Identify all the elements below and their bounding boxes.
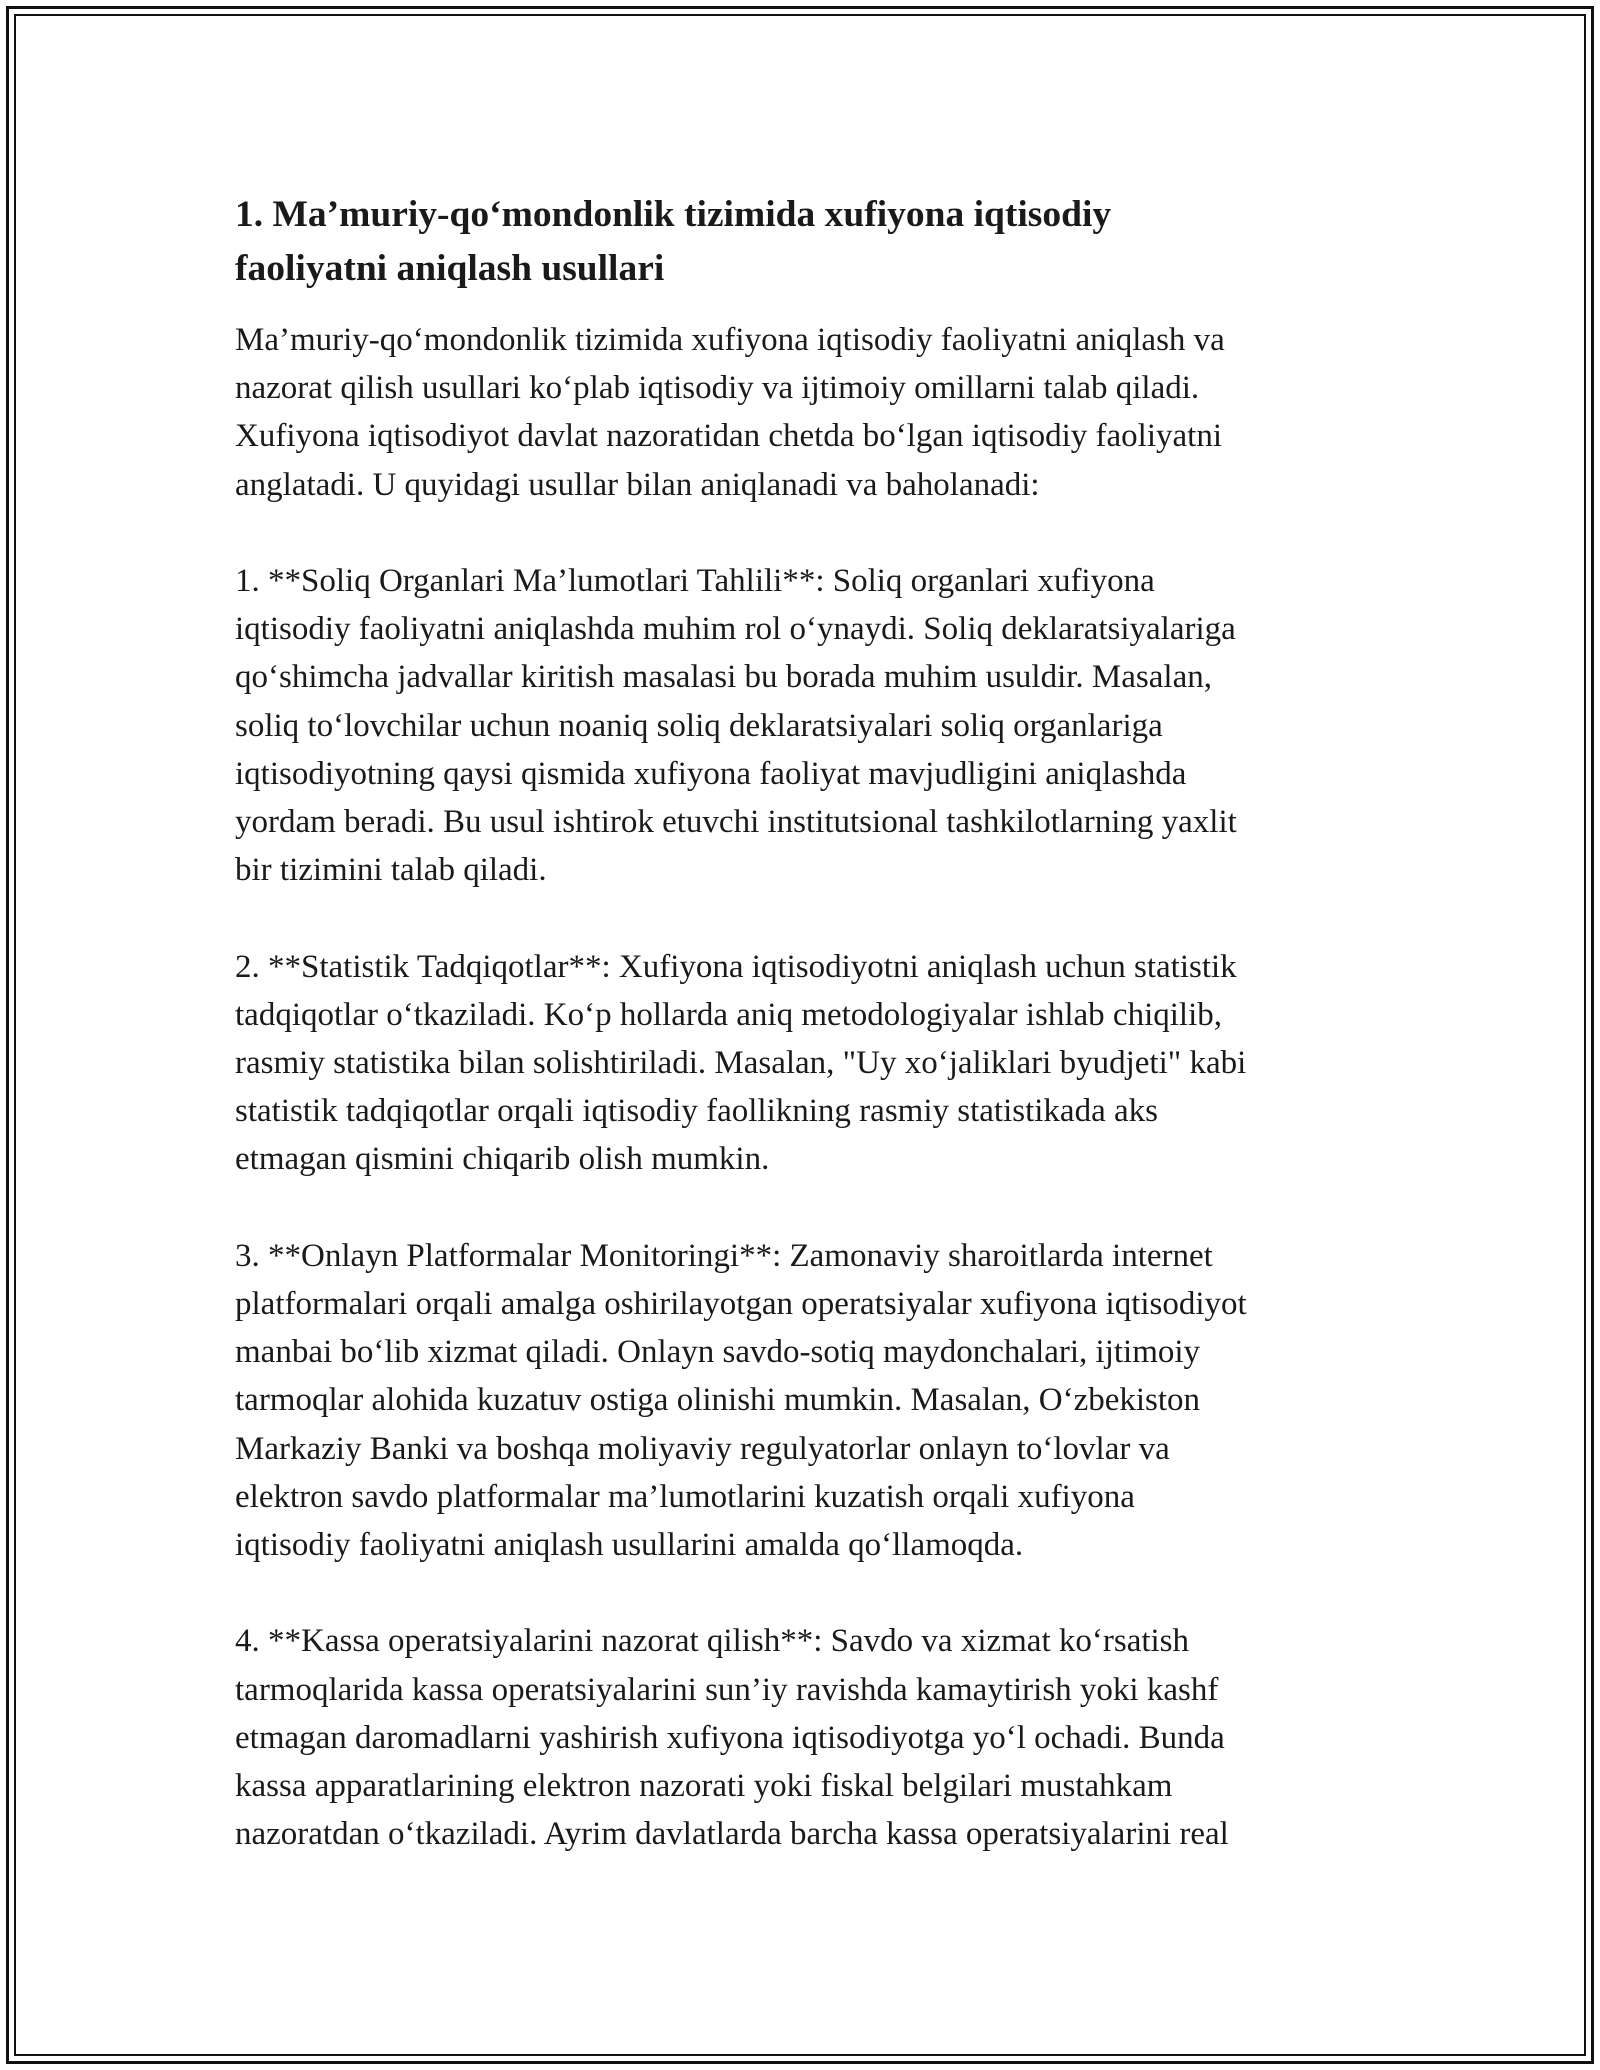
document-body	[235, 188, 1365, 1858]
section-heading: 1. Ma’muriy-qo‘mondonlik tizimida xufiyona iqtisodiy faoliyatni aniqlash usullari	[235, 194, 1112, 289]
paragraph-spacer	[235, 509, 1365, 557]
paragraph-spacer	[235, 1184, 1365, 1232]
intro-paragraph: Ma’muriy-qo‘mondonlik tizimida xufiyona iqtisodiy faoliyatni aniqlash va nazorat qilish usullari ko‘plab iqtisodiy va ijtimoiy omillarni talab qiladi. Xufiyona iqtisodiyot davlat nazoratidan chetda bo‘lgan iqtisodiy faoliyatni anglatadi. U quyidagi usullar bilan aniqlanadi va baholanadi:	[235, 322, 1225, 503]
paragraph-spacer	[235, 894, 1365, 942]
list-item-online-monitoring: 3. **Onlayn Platformalar Monitoringi**: Zamonaviy sharoitlarda internet platformalari orqali amalga oshirilayotgan operatsiyalar xufiyona iqtisodiyot manbai bo‘lib xizmat qiladi. Onlayn savdo-sotiq maydonchalari, ijtimoiy tarmoqlar alohida kuzatuv ostiga olinishi mumkin. Masalan, O‘zbekiston Markaziy Banki va boshqa moliyaviy regulyatorlar onlayn to‘lovlar va elektron savdo platformalar ma’lumotlarini kuzatish orqali xufiyona iqtisodiy faoliyatni aniqlash usullarini amalda qo‘llamoqda.	[235, 1237, 1247, 1564]
list-item-tax-analysis: 1. **Soliq Organlari Ma’lumotlari Tahlili**: Soliq organlari xufiyona iqtisodiy faoliyatni aniqlashda muhim rol o‘ynaydi. Soliq deklaratsiyalariga qo‘shimcha jadvallar kiritish masalasi bu borada muhim usuldir. Masalan, soliq to‘lovchilar uchun noaniq soliq deklaratsiyalari soliq organlariga iqtisodiyotning qaysi qismida xufiyona faoliyat mavjudligini aniqlashda yordam beradi. Bu usul ishtirok etuvchi institutsional tashkilotlarning yaxlit bir tizimini talab qiladi.	[235, 563, 1237, 889]
paragraph-spacer	[235, 1569, 1365, 1617]
list-item-cash-control: 4. **Kassa operatsiyalarini nazorat qilish**: Savdo va xizmat ko‘rsatish tarmoqlarida kassa operatsiyalarini sun’iy ravishda kamaytirish yoki kashf etmagan daromadlarni yashirish xufiyona iqtisodiyotga yo‘l ochadi. Bunda kassa apparatlarining elektron nazorati yoki fiskal belgilari mustahkam nazoratdan o‘tkaziladi. Ayrim davlatlarda barcha kassa operatsiyalarini real	[235, 1623, 1229, 1853]
list-item-statistical-research: 2. **Statistik Tadqiqotlar**: Xufiyona iqtisodiyotni aniqlash uchun statistik tadqiqotlar o‘tkaziladi. Ko‘p hollarda aniq metodologiyalar ishlab chiqilib, rasmiy statistika bilan solishtiriladi. Masalan, "Uy xo‘jaliklari byudjeti" kabi statistik tadqiqotlar orqali iqtisodiy faollikning rasmiy statistikada aks etmagan qismini chiqarib olish mumkin.	[235, 948, 1247, 1178]
